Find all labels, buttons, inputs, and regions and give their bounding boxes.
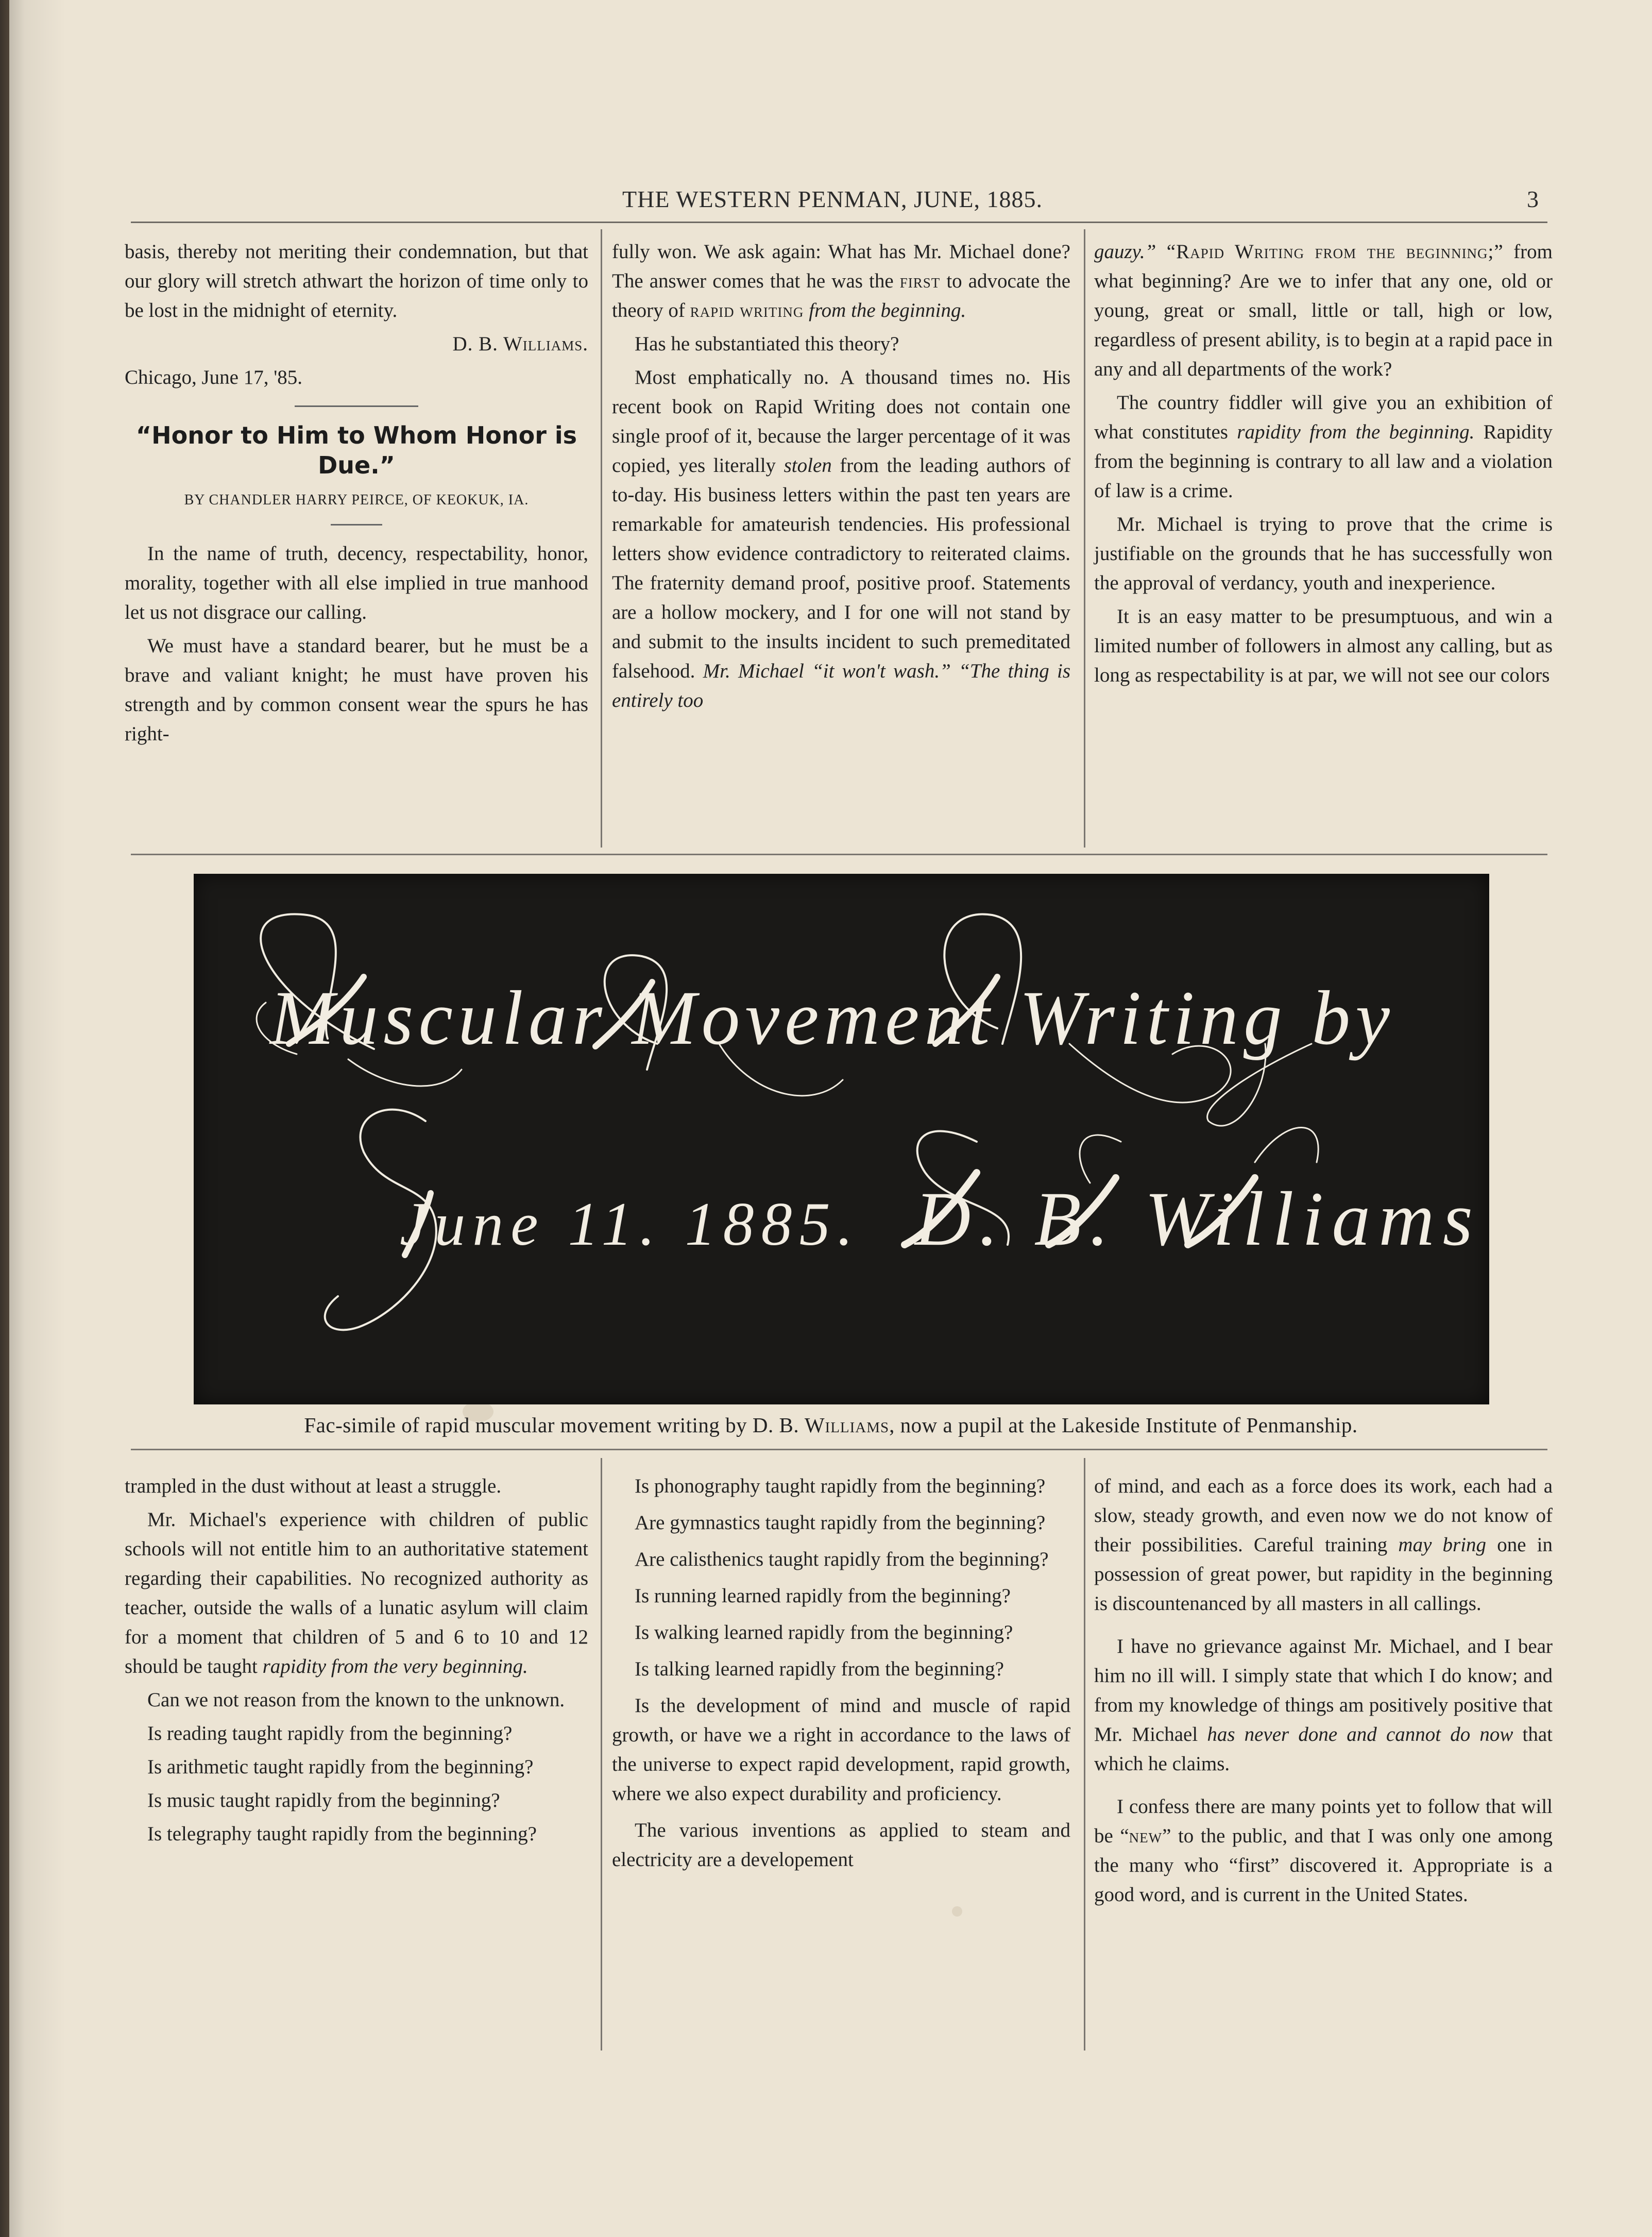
text-run: may bring (1398, 1534, 1487, 1556)
paragraph (1094, 237, 1553, 384)
paragraph: Is talking learned rapidly from the beginning? (635, 1658, 1004, 1680)
text-run: Fac-simile of rapid muscular movement writing by D. B. (304, 1413, 805, 1437)
text-run: Most emphatically no. A thousand times no. His recent book on Rapid Writing does not contain one single proof of it, because the larger percentage of it was copied, yes literally (612, 366, 1070, 477)
text-run: gauzy.” (1094, 241, 1156, 263)
paragraph: We must have a standard bearer, but he must be a brave and valiant knight; he must have proven his strength and by common consent wear the spurs he has right- (125, 635, 588, 745)
paragraph (612, 363, 1070, 715)
paragraph: Is the development of mind and muscle of rapid growth, or have we a right in accordance to the laws of the universe to expect rapid development, rapid growth, where we also expect durability and proficiency. (612, 1694, 1070, 1805)
text-run: I have no grievance against Mr. Michael, and I bear him no ill will. I simply state that which I do know; and from my knowledge of things am positively positive that Mr. Michael (1094, 1635, 1553, 1745)
text-run: from the leading authors of to-day. His business letters within the past ten years are remarkable for amateurish tendencies. His professional letters show evidence contradictory to reiterated claims. The fraternity demand proof, positive proof. Statements are a hollow mockery, and I for one will not stand by and submit to the insults incident to such premeditated falsehood. (612, 454, 1070, 682)
column-1-bottom (125, 1471, 588, 1853)
column-rule (1084, 1458, 1085, 2050)
plate-line-1: Muscular Movement Writing by (270, 975, 1395, 1061)
text-run: Williams (804, 1413, 890, 1437)
column-rule (601, 229, 602, 848)
text-run: new (1129, 1825, 1163, 1847)
paragraph: Are gymnastics taught rapidly from the beginning? (635, 1512, 1046, 1534)
plate-signature: D. B. Williams (915, 1176, 1481, 1262)
paragraph (1094, 1632, 1553, 1778)
masthead-title: THE WESTERN PENMAN, JUNE, 1885. (622, 186, 1043, 212)
flourish-underloop (348, 1059, 462, 1086)
column-2-top (612, 237, 1070, 719)
text-run: first (899, 270, 941, 292)
paragraph: Is running learned rapidly from the beginning? (635, 1585, 1011, 1607)
text-run: of mind, and each as a force does its work, each had a slow, steady growth, and even now we do not know of their possibilities. Careful training (1094, 1475, 1553, 1556)
text-run: from the beginning. (804, 299, 966, 321)
newspaper-page (9, 0, 1652, 2237)
text-run: Rapidity from the beginning is contrary to all law and a violation of law is a crime. (1094, 421, 1553, 502)
paragraph: Is reading taught rapidly from the beginning? (147, 1722, 513, 1744)
paragraph: Are calisthenics taught rapidly from the beginning? (635, 1548, 1049, 1570)
paragraph: It is an easy matter to be presumptuous, and win a limited number of followers in almost any calling, but as long as respectability is at par, we will not see our colors (1094, 605, 1553, 686)
text-run: that which he claims. (1094, 1723, 1553, 1775)
paragraph: basis, thereby not meriting their condemnation, but that our glory will stretch athwart the horizon of time only to be lost in the midnight of eternity. (125, 241, 588, 321)
text-run: stolen (784, 454, 832, 477)
article-title: “Honor to Him to Whom Honor is Due.” (135, 421, 577, 479)
column-2-bottom (612, 1471, 1070, 1882)
text-run: fully won. We ask again: What has Mr. Michael done? The answer comes that he was the (612, 241, 1070, 292)
text-run: , now a pupil at the Lakeside Institute of Penmanship. (889, 1413, 1358, 1437)
paragraph (1094, 388, 1553, 505)
text-run: one in possession of great power, but rapidity in the beginning is discountenanced by all masters in all callings. (1094, 1534, 1553, 1615)
paragraph: Is telegraphy taught rapidly from the beginning? (147, 1823, 537, 1845)
text-run: has never done and cannot do now (1207, 1723, 1513, 1745)
text-run: I confess there are many points yet to follow that will be “ (1094, 1795, 1553, 1847)
plate-date: June 11. 1885. (400, 1190, 860, 1258)
section-rule (131, 854, 1547, 855)
script-flourishes (194, 874, 1489, 1404)
running-header (622, 185, 1539, 216)
paragraph: trampled in the dust without at least a struggle. (125, 1475, 502, 1497)
paragraph: The various inventions as applied to steam and electricity are a developement (612, 1819, 1070, 1871)
divider (295, 405, 418, 407)
script-text (269, 975, 1481, 1262)
text-run: rapidity from the very beginning. (262, 1655, 528, 1677)
text-run: from what beginning? Are we to infer that any one, old or young, great or small, little or tall, high or low, regardless of present ability, is to begin at a rapid pace in any and all departments of the work? (1094, 241, 1553, 380)
flourish-w-loop (1255, 1128, 1318, 1163)
text-run: rapidity from the beginning. (1237, 421, 1475, 443)
paragraph: In the name of truth, decency, respectability, honor, morality, together with all else implied in true manhood let us not disgrace our calling. (125, 543, 588, 623)
paragraph: Is music taught rapidly from the beginning? (147, 1789, 500, 1811)
column-3-bottom (1094, 1471, 1553, 1913)
column-1-top (125, 237, 588, 753)
paragraph: Mr. Michael is trying to prove that the crime is justifiable on the grounds that he has successfully won the approval of verdancy, youth and inexperience. (1094, 513, 1553, 594)
paragraph (1094, 1471, 1553, 1618)
text-run: The country fiddler will give you an exhibition of what constitutes (1094, 392, 1553, 443)
page-number: 3 (1527, 186, 1539, 212)
section-rule (131, 1449, 1547, 1450)
dateline: Chicago, June 17, '85. (125, 366, 302, 388)
paper-stain (952, 1906, 962, 1917)
paragraph: Is phonography taught rapidly from the beginning? (635, 1475, 1046, 1497)
paragraph (612, 237, 1070, 325)
paragraph: Has he substantiated this theory? (635, 333, 899, 355)
text-run: to advocate the theory of (612, 270, 1071, 321)
text-run: “Rapid Writing from the beginning;” (1156, 241, 1504, 263)
text-run: ” to the public, and that I was only one among the many who “first” discovered it. Appropriate is a good word, and is current in the United States. (1094, 1825, 1553, 1906)
header-rule (131, 222, 1547, 223)
paragraph: Is walking learned rapidly from the beginning? (635, 1621, 1013, 1643)
column-3-top (1094, 237, 1553, 694)
text-run: Mr. Michael “it won't wash.” “The thing is entirely too (612, 660, 1070, 711)
paragraph (1094, 1792, 1553, 1909)
text-run: Mr. Michael's experience with children of public schools will not entitle him to an authoritative statement regarding their capabilities. No recognized authority as teacher, outside the walls of a lunatic asylum will claim for a moment that children of 5 and 6 to 10 and 12 should be taught (125, 1509, 588, 1677)
article-byline: BY CHANDLER HARRY PEIRCE, OF KEOKUK, IA. (184, 492, 529, 508)
signature-line: D. B. Williams. (452, 333, 588, 355)
divider (331, 524, 382, 526)
paragraph (125, 1505, 588, 1681)
paragraph: Is arithmetic taught rapidly from the beginning? (147, 1756, 534, 1778)
column-rule (1084, 229, 1085, 848)
plate-caption (112, 1413, 1549, 1437)
text-run: rapid writing (690, 299, 804, 321)
paragraph: Can we not reason from the known to the unknown. (147, 1689, 565, 1711)
column-rule (601, 1458, 602, 2050)
penmanship-facsimile-plate (194, 874, 1489, 1404)
